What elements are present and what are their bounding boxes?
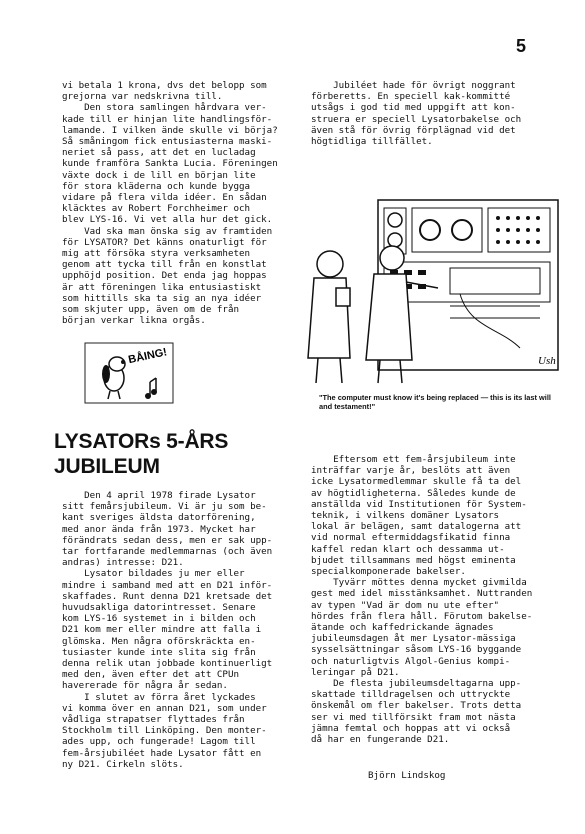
text-line: hördes från flera håll. Förutom bakelse- [311, 610, 533, 622]
text-line: av högtidligheterna. Således kunde de [311, 487, 516, 499]
text-line: vi komma över en annan D21, som under [62, 702, 267, 714]
text-line: som skjuter upp, även om de från [62, 304, 240, 316]
text-line: då har en fungerande D21. [311, 734, 450, 746]
text-line: Eftersom ett fem-årsjubileum inte [311, 454, 516, 465]
text-line: kade till er hinjan lite handlingsför- [62, 113, 273, 125]
text-line: med den, även efter det att CPUn [62, 669, 240, 681]
right-column-top-text [311, 80, 521, 147]
text-line: bjudet tillsammans med högst eminenta [311, 554, 516, 566]
right-column-article-text [311, 454, 532, 745]
text-line: vid normal eftermiddagsfikatid finna [311, 532, 511, 544]
text-line: även stå för övrig förplägnad vid det [311, 124, 516, 136]
text-line: mindre i samband med att en D21 inför- [62, 579, 273, 591]
computer-cartoon [300, 178, 565, 390]
text-line: teknik, i vilkens domäner Lysators [311, 510, 500, 522]
text-line: glömska. Men några oförskräckta en- [62, 635, 256, 647]
cartoon-caption: "The computer must know it's being replaced — this is its last will and testament!" [319, 393, 551, 411]
article-heading [54, 429, 228, 479]
page-number: 5 [516, 36, 527, 56]
text-line: Jubiléet hade för övrigt noggrant [311, 80, 516, 91]
text-line: som hittills ska ta sig an nya idéer [62, 292, 262, 304]
text-line: växte dock i de lill en början lite [62, 169, 256, 181]
text-line: lokal är belägen, samt datalogerna att [311, 521, 522, 533]
text-line: högtidliga tillfället. [311, 136, 433, 148]
text-line: grejorna var nedskrivna till. [62, 91, 223, 103]
text-line: I slutet av förra året lyckades [62, 691, 256, 703]
text-line: tar fortfarande medlemmarnas (och även [62, 546, 273, 558]
text-line: utsågs i god tid med uppgift att kon- [311, 102, 516, 114]
text-line: sysselsättningar såsom LYS-16 byggande [311, 644, 522, 656]
text-line: huvudsakliga datorintresset. Senare [62, 602, 256, 614]
text-line: vi betala 1 krona, dvs det belopp som [62, 80, 267, 91]
text-line: kom LYS-16 systemet in i bilden och [62, 613, 256, 625]
heading-line-2: JUBILEUM [54, 455, 160, 478]
text-line: D21 kom mer eller mindre att falla i [62, 624, 262, 636]
text-line: ätande och kaffedrickande ägnades [311, 622, 494, 634]
text-line: specialkomponerade bakelser. [311, 566, 466, 578]
text-line: Tyvärr möttes denna mycket givmilda [311, 577, 527, 589]
left-column-article-text [62, 490, 272, 770]
text-line: struera er speciell Lysatorbakelse och [311, 113, 522, 125]
text-line: jämna femtal och hoppas att vi också [311, 722, 511, 734]
text-line: skattade tilldragelsen och uttryckte [311, 689, 511, 701]
text-line: kant sveriges äldsta datorförening, [62, 512, 256, 524]
text-line: och naturligtvis Algol-Genius kompi- [311, 655, 511, 667]
text-line: ny D21. Cirkeln slöts. [62, 758, 184, 770]
text-line: Den 4 april 1978 firade Lysator [62, 490, 256, 501]
text-line: neriet så pass, att det en lucladag [62, 147, 256, 159]
text-line: tusiaster kunde inte slita sig från [62, 646, 256, 658]
text-line: förändrats sedan dess, men er sak upp- [62, 534, 273, 546]
text-line: fem-årsjubiléet hade Lysator fått en [62, 747, 262, 759]
text-line: mig att försöka styra verksamheten [62, 248, 251, 260]
text-line: leringar på D21. [311, 666, 400, 678]
text-line: lamande. I vilken ände skulle vi börja? [62, 124, 278, 136]
text-line: ser vi med tillförsikt fram mot nästa [311, 711, 516, 723]
text-line: blev LYS-16. Vi vet alla hur det gick. [62, 214, 273, 226]
text-line: De flesta jubileumsdeltagarna upp- [311, 678, 522, 690]
text-line: andras) intresse: D21. [62, 557, 184, 569]
text-line: inträffar varje år, beslöts att även [311, 465, 511, 477]
text-line: kläcktes av Robert Forchheimer och [62, 203, 251, 215]
text-line: vidare på flera vilda idéer. En sådan [62, 192, 267, 204]
text-line: ades upp, och fungerade! Lagom till [62, 736, 256, 748]
text-line: havererade för några år sedan. [62, 680, 228, 692]
text-line: början verkar likna orgås. [62, 315, 206, 327]
text-line: för stora kläderna och kunde bygga [62, 180, 251, 192]
text-line: är att föreningen lika entusiastiskt [62, 281, 262, 293]
text-line: Den stora samlingen hårdvara ver- [62, 102, 267, 114]
text-line: Så småningom fick entusiasterna maski- [62, 136, 273, 148]
text-line: gest med idel misstänksamhet. Nuttranden [311, 588, 533, 600]
text-line: Lysator bildades ju mer eller [62, 568, 245, 580]
text-line: skaffades. Runt denna D21 kretsade det [62, 590, 273, 602]
text-line: denna relik utan jobbade kontinuerligt [62, 658, 273, 670]
text-line: av typen "Vad är dom nu ute efter" [311, 599, 500, 611]
text-line: icke Lysatormedlemmar skulle få ta del [311, 476, 522, 488]
text-line: sitt femårsjubileum. Vi är ju som be- [62, 501, 267, 513]
text-line: förberetts. En speciell kak-kommitté [311, 91, 511, 103]
heading-line-1: LYSATORs 5-ÅRS [54, 430, 229, 453]
snoopy-sound-text: BÅING! [127, 346, 169, 367]
text-line: önskemål om fler bakelser. Trots detta [311, 700, 522, 712]
author-signature: Björn Lindskog [368, 770, 446, 781]
text-line: med anor ända från 1973. Mycket har [62, 523, 256, 535]
snoopy-illustration [84, 342, 174, 404]
text-line: för LYSATOR? Det känns onaturligt för [62, 236, 267, 248]
left-column-top-text [62, 80, 278, 326]
text-line: genom att tycka till från en konstlat [62, 259, 267, 271]
text-line: vådliga strapatser flyttades från [62, 714, 245, 726]
text-line: Stockholm till Linköping. Den monter- [62, 725, 267, 737]
text-line: Vad ska man önska sig av framtiden [62, 225, 273, 237]
text-line: anställda vid Institutionen för System- [311, 498, 527, 510]
text-line: kaffel redan klart och dessamma ut- [311, 543, 505, 555]
text-line: upphöjd position. Det enda jag hoppas [62, 270, 267, 282]
text-line: kunde framföra Sankta Lucia. Föreningen [62, 158, 278, 170]
text-line: jubileumsdagen åt mer Lysator-mässiga [311, 633, 516, 645]
cartoonist-signature: Ush [538, 355, 556, 367]
